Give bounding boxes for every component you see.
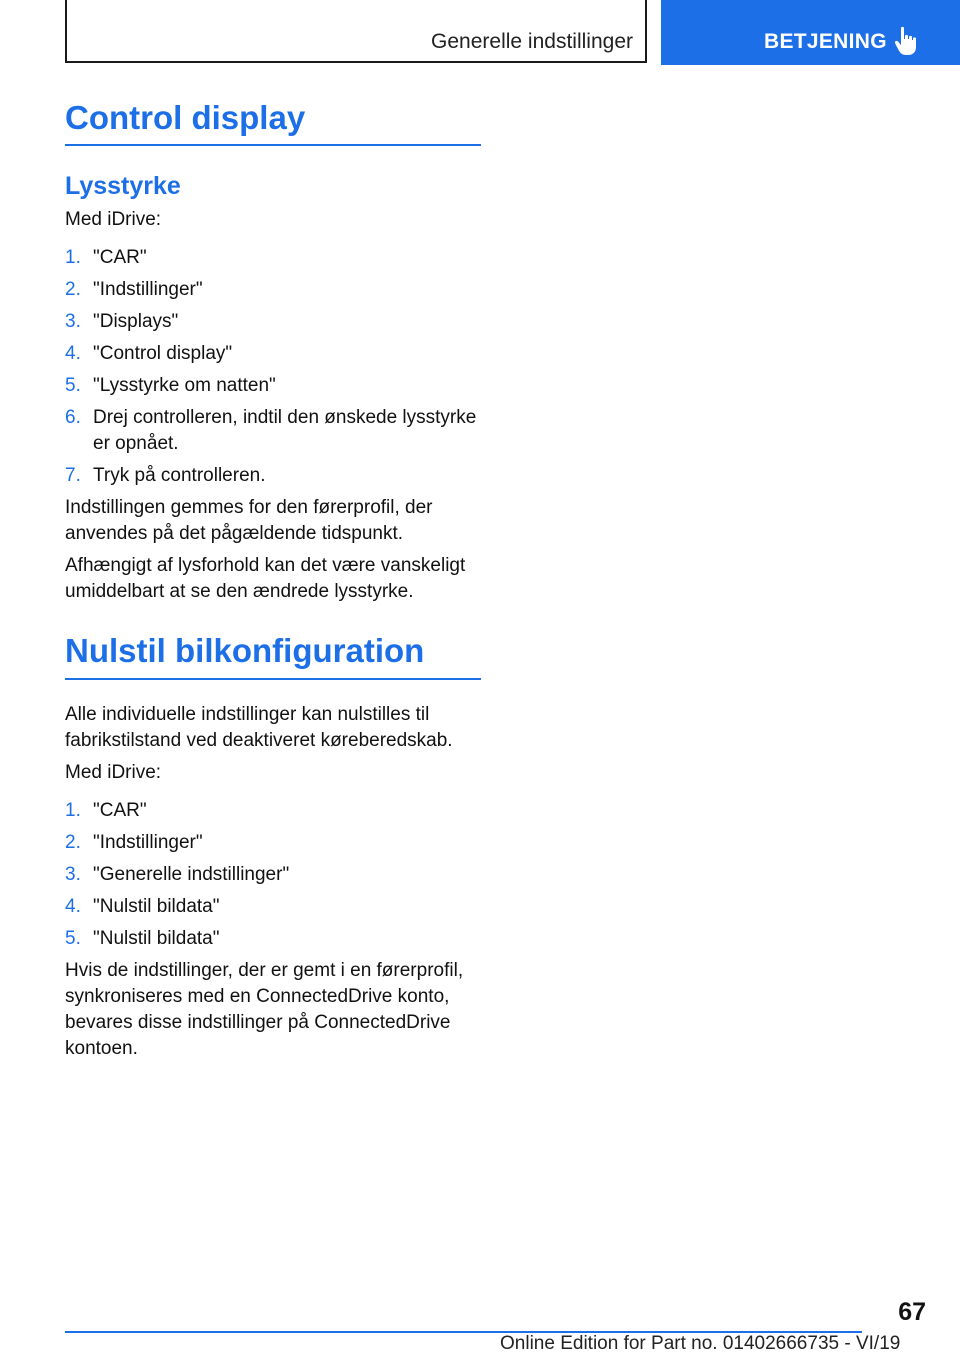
step-text: "Indstillinger" xyxy=(93,831,203,853)
step-text: "Generelle indstillinger" xyxy=(93,863,290,885)
section-heading-reset: Nulstil bilkonfiguration xyxy=(65,633,481,679)
list-item xyxy=(65,894,481,920)
step-number: 2. xyxy=(65,831,81,853)
list-item xyxy=(65,309,481,335)
list-item xyxy=(65,862,481,888)
step-text: "CAR" xyxy=(93,247,147,269)
step-number: 2. xyxy=(65,279,81,301)
step-text: "Indstillinger" xyxy=(93,279,203,301)
step-text: Tryk på controlleren. xyxy=(93,465,266,487)
step-number: 1. xyxy=(65,799,81,821)
step-number: 7. xyxy=(65,465,81,487)
step-text: "Nulstil bildata" xyxy=(93,927,220,949)
list-item xyxy=(65,277,481,303)
step-number: 5. xyxy=(65,375,81,397)
pointing-hand-icon xyxy=(894,26,920,56)
step-number: 3. xyxy=(65,311,81,333)
main-column xyxy=(65,100,481,1068)
chapter-tab[interactable] xyxy=(661,0,960,65)
chapter-tab-label: BETJENING xyxy=(764,30,887,53)
reset-intro-text: Alle individuelle indstillinger kan nulstilles til fabrikstilstand ved deaktiveret køreberedskab. xyxy=(65,703,453,751)
step-number: 6. xyxy=(65,407,81,429)
step-text: "Lysstyrke om natten" xyxy=(93,375,276,397)
header-title: Generelle indstillinger xyxy=(431,30,633,53)
step-number: 1. xyxy=(65,247,81,269)
list-item xyxy=(65,245,481,271)
step-text: "Nulstil bildata" xyxy=(93,895,220,917)
note-profile: Indstillingen gemmes for den førerprofil, der anvendes på det pågældende tidspunkt. xyxy=(65,497,433,545)
page-number: 67 xyxy=(898,1298,926,1326)
note-connecteddrive: Hvis de indstillinger, der er gemt i en førerprofil, synkroniseres med en ConnectedDrive konto, bevares disse indstillinger på ConnectedDrive kontoen. xyxy=(65,959,464,1059)
steps-list-reset xyxy=(65,798,481,952)
step-number: 5. xyxy=(65,927,81,949)
list-item xyxy=(65,405,481,457)
step-text: "Displays" xyxy=(93,311,179,333)
list-item xyxy=(65,926,481,952)
step-number: 4. xyxy=(65,895,81,917)
intro-text: Med iDrive: xyxy=(65,761,162,783)
list-item xyxy=(65,798,481,824)
list-item xyxy=(65,373,481,399)
step-number: 3. xyxy=(65,863,81,885)
list-item xyxy=(65,830,481,856)
footer-edition: Online Edition for Part no. 01402666735 - VI/19 xyxy=(500,1333,901,1354)
step-text: "Control display" xyxy=(93,343,233,365)
intro-text: Med iDrive: xyxy=(65,209,162,231)
list-item xyxy=(65,463,481,489)
header-title-box xyxy=(65,0,647,63)
note-lighting: Afhængigt af lysforhold kan det være vanskeligt umiddelbart at se den ændrede lysstyrke. xyxy=(65,555,466,603)
list-item xyxy=(65,341,481,367)
steps-list-brightness xyxy=(65,245,481,489)
step-text: "CAR" xyxy=(93,799,147,821)
subheading-lysstyrke: Lysstyrke xyxy=(65,172,181,201)
step-text: Drej controlleren, indtil den ønskede lysstyrke er opnået. xyxy=(93,407,477,455)
section-heading-control-display: Control display xyxy=(65,100,481,146)
step-number: 4. xyxy=(65,343,81,365)
